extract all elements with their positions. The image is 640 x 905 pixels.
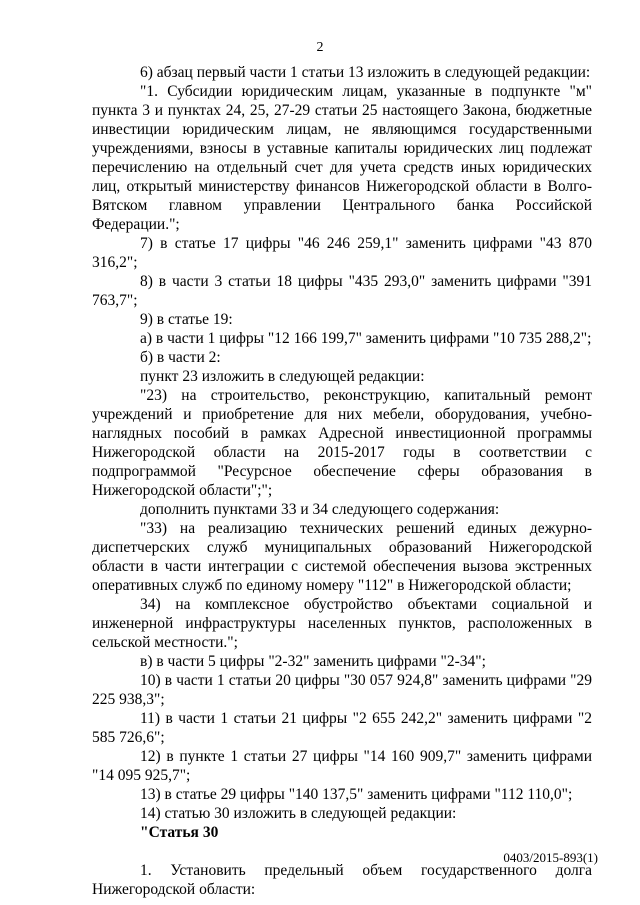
- paragraph: 1. Установить предельный объем государственного долга Нижегородской области:: [92, 862, 592, 898]
- paragraph: "23) на строительство, реконструкцию, капитальный ремонт учреждений и приобретение для них мебели, оборудования, учебно-наглядных пособий в рамках Адресной инвестиционной программы Нижегородской области на 2015-2017 годы в соответствии с подпрограммой "Ресурсное обеспечение сферы образования в Нижегородской области";";: [92, 387, 592, 499]
- article-heading: "Статья 30: [140, 824, 219, 841]
- paragraph: пункт 23 изложить в следующей редакции:: [140, 368, 425, 385]
- document-body: [92, 63, 592, 899]
- paragraph: 11) в части 1 статьи 21 цифры "2 655 242,2" заменить цифрами "2 585 726,6";: [92, 710, 592, 746]
- paragraph: 6) абзац первый части 1 статьи 13 изложить в следующей редакции:: [140, 64, 591, 81]
- paragraph: 12) в пункте 1 статьи 27 цифры "14 160 909,7" заменить цифрами "14 095 925,7";: [92, 748, 592, 784]
- paragraph: 8) в части 3 статьи 18 цифры "435 293,0" заменить цифрами "391 763,7";: [92, 273, 592, 309]
- paragraph: 34) на комплексное обустройство объектами социальной и инженерной инфраструктуры населенных пунктов, расположенных в сельской местности.";: [92, 596, 592, 651]
- paragraph: "1. Субсидии юридическим лицам, указанные в подпункте "м" пункта 3 и пунктах 24, 25, 27-29 статьи 25 настоящего Закона, бюджетные инвестиции юридическим лицам, не являющимся государственными учреждениями, взносы в уставные капиталы юридических лиц подлежат перечислению на отдельный счет для учета средств иных юридических лиц, открытый министерству финансов Нижегородской области в Волго-Вятском главном управлении Центрального банка Российской Федерации.";: [92, 83, 592, 233]
- paragraph: а) в части 1 цифры "12 166 199,7" заменить цифрами "10 735 288,2";: [140, 330, 592, 347]
- paragraph: б) в части 2:: [140, 349, 221, 366]
- page-number: 2: [316, 40, 324, 55]
- document-code: 0403/2015-893(1): [503, 850, 598, 865]
- paragraph: в) в части 5 цифры "2-32" заменить цифрами "2-34";: [140, 653, 486, 670]
- paragraph: 14) статью 30 изложить в следующей редакции:: [140, 805, 457, 822]
- paragraph: "33) на реализацию технических решений единых дежурно-диспетчерских служб муниципальных образований Нижегородской области в части интеграции с системой обеспечения вызова экстренных оперативных служб по единому номеру "112" в Нижегородской области;: [92, 520, 592, 594]
- paragraph: дополнить пунктами 33 и 34 следующего содержания:: [140, 501, 500, 518]
- paragraph: 10) в части 1 статьи 20 цифры "30 057 924,8" заменить цифрами "29 225 938,3";: [92, 672, 592, 708]
- paragraph: 7) в статье 17 цифры "46 246 259,1" заменить цифрами "43 870 316,2";: [92, 235, 592, 271]
- paragraph: 13) в статье 29 цифры "140 137,5" заменить цифрами "112 110,0";: [140, 786, 573, 803]
- paragraph: 9) в статье 19:: [140, 311, 233, 328]
